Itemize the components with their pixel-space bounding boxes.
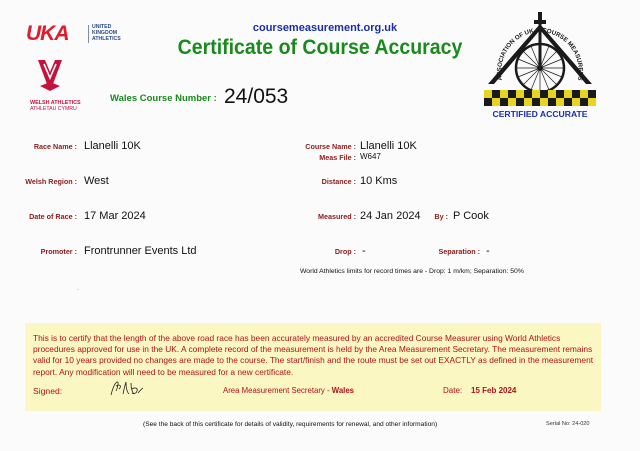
measurer-name: P Cook <box>453 210 489 222</box>
footer-note: (See the back of this certificate for details of validity, requirements for renewal, and other information) <box>143 421 438 428</box>
promoter: Frontrunner Events Ltd <box>84 245 197 257</box>
area-secretary-title: Area Measurement Secretary - <box>223 386 332 395</box>
drop-value: - <box>362 245 366 257</box>
area-secretary-area: Wales <box>331 386 355 395</box>
site-url: coursemeasurement.org.uk <box>252 22 398 34</box>
distance-label: Distance : <box>321 177 356 186</box>
serial-number: Serial No: 24-020 <box>546 421 590 427</box>
signed-label: Signed: <box>33 386 63 396</box>
date-of-race: 17 Mar 2024 <box>84 210 146 222</box>
course-name-label: Course Name : <box>305 142 356 151</box>
welsh-logo-line2: ATHLETAU CYMRU <box>30 106 77 112</box>
seal-banner: CERTIFIED ACCURATE <box>492 109 588 119</box>
signature <box>107 379 147 399</box>
welsh-logo-line1: WELSH ATHLETICS <box>30 100 81 106</box>
uka-text: UNITED KINGDOM ATHLETICS <box>92 24 121 42</box>
welsh-athletics-emblem-icon <box>35 58 65 92</box>
course-number: 24/053 <box>224 85 289 108</box>
by-label: By : <box>434 212 448 221</box>
course-name: Llanelli 10K <box>360 140 417 152</box>
promoter-label: Promoter : <box>40 247 77 256</box>
seal-checker-band <box>484 90 596 106</box>
cert-date: 15 Feb 2024 <box>471 386 517 395</box>
separation-label: Separation : <box>438 247 480 256</box>
separation-value: - <box>486 245 490 257</box>
area-secretary <box>223 386 354 395</box>
measured-date: 24 Jan 2024 <box>360 210 421 222</box>
certificate-title: Certificate of Course Accuracy <box>177 36 463 59</box>
drop-label: Drop : <box>334 247 356 256</box>
certification-box <box>25 323 601 411</box>
welsh-region-label: Welsh Region : <box>25 177 77 186</box>
course-number-label: Wales Course Number : <box>110 93 217 104</box>
certification-text: This is to certify that the length of the above road race has been accurately measured by an accredited Course Measurer using World Athletics procedures approved for use in the UK. A complete record of the measurement is held by the Area Measurement Secretary. The measurement remains valid for 10 years provided no changes are made to the course. The start/finish and the route must be set out EXACTLY as defined in the measurement report. Any modification will need to be measured for a new certificate. <box>33 333 594 377</box>
measured-label: Measured : <box>318 212 356 221</box>
uka-mark: UKA <box>26 22 69 45</box>
seal-text-left: ASSOCIATION OF UK <box>496 27 535 81</box>
race-name: Llanelli 10K <box>84 140 141 152</box>
cert-date-label: Date: <box>443 386 463 395</box>
welsh-region: West <box>84 175 109 187</box>
seal-top-knob <box>534 12 546 24</box>
meas-file-label: Meas File : <box>319 153 356 162</box>
stray-mark: . <box>77 286 79 292</box>
seal-text-right: COURSE MEASURERS <box>541 26 584 81</box>
meas-file: W647 <box>360 152 381 161</box>
welsh-athletics-logo <box>30 58 80 112</box>
date-of-race-label: Date of Race : <box>29 212 77 221</box>
aukcm-seal <box>480 10 600 122</box>
race-name-label: Race Name : <box>33 142 77 151</box>
limits-note: World Athletics limits for record times are - Drop: 1 m/km; Separation: 50% <box>300 268 524 275</box>
distance: 10 Kms <box>360 175 398 187</box>
